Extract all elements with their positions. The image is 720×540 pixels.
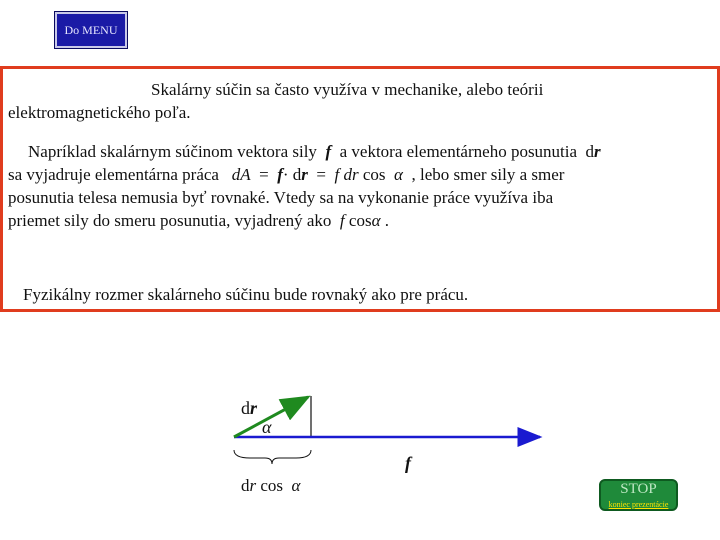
formula-dr-scalar: dr [343, 165, 359, 184]
formula-cos: cos [362, 165, 386, 184]
brace-projection [234, 450, 311, 464]
formula-f-scalar: f [334, 165, 340, 184]
label-projection-r: r [249, 476, 257, 495]
text-segment: a vektora elementárneho posunutia [339, 142, 578, 161]
text-segment: priemet sily do smeru posunutia, vyjadrený ako [8, 211, 332, 230]
formula-r: r [301, 165, 308, 184]
projection-cos: cos [348, 211, 372, 230]
dr-d: d [585, 142, 595, 161]
formula-f: f [277, 165, 283, 184]
text-segment: Napríklad skalárnym súčinom vektora sily [28, 142, 317, 161]
label-projection-cos: cos [260, 476, 284, 495]
label-f: f [405, 453, 411, 473]
label-projection [241, 474, 300, 497]
vector-r: r [594, 142, 601, 161]
text-segment: sa vyjadruje elementárna práca [8, 165, 219, 184]
label-dr-d: d [241, 398, 250, 418]
label-dr-r: r [250, 398, 258, 418]
paragraph-2-line-3: posunutia telesa nemusia byť rovnaké. Vtedy sa na vykonanie práce využíva iba [8, 188, 554, 207]
vector-f: f [325, 142, 332, 161]
formula-dA: dA [231, 165, 251, 184]
formula-equals: = [316, 165, 327, 184]
label-projection-d: d [241, 476, 250, 495]
formula-d: d [292, 165, 302, 184]
formula-dot: · [282, 165, 289, 184]
text-segment: , lebo smer sily a smer [411, 165, 565, 184]
formula-alpha: α [394, 165, 403, 184]
formula-equals: = [259, 165, 269, 184]
label-dr [241, 397, 257, 420]
stop-button[interactable] [599, 479, 678, 511]
projection-alpha: α [371, 211, 381, 230]
paragraph-1-line-2: elektromagnetického poľa. [8, 103, 191, 122]
paragraph-3: Fyzikálny rozmer skalárneho súčinu bude rovnaký ako pre prácu. [23, 285, 469, 304]
text-segment: . [384, 211, 390, 230]
end-presentation-link[interactable]: koniec prezentácie [608, 500, 669, 509]
label-alpha: α [262, 417, 272, 437]
label-projection-alpha: α [291, 476, 301, 495]
paragraph-1-line-1: Skalárny súčin sa často využíva v mechanike, alebo teórii [151, 80, 544, 99]
menu-button-label: Do MENU [64, 22, 118, 37]
projection-f: f [339, 211, 345, 230]
stop-label: STOP [620, 481, 657, 497]
